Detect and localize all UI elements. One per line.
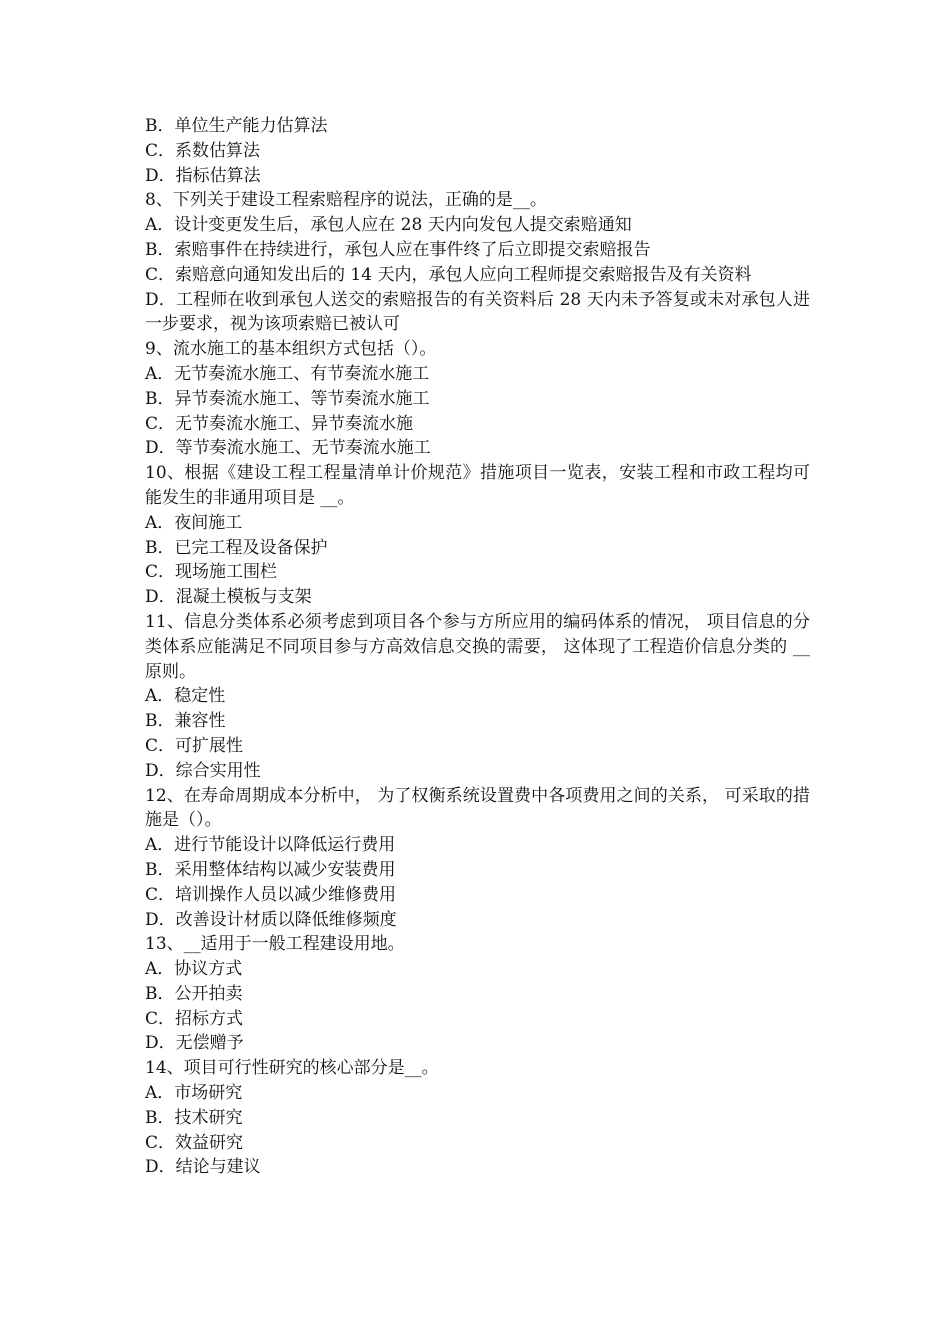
option-12b: B．采用整体结构以减少安装费用 [145,859,396,880]
option-14b: B．技术研究 [145,1107,243,1128]
option-7b: B．单位生产能力估算法 [145,116,328,136]
option-13c: C．招标方式 [145,1008,244,1029]
option-9a: A．无节奏流水施工、有节奏流水施工 [145,363,430,384]
option-11c: C．可扩展性 [145,735,244,756]
option-11b: B．兼容性 [145,711,226,732]
question-14: 14、项目可行性研究的核心部分是__。 [145,1058,439,1079]
question-10: 10、根据《建设工程工程量清单计价规范》措施项目一览表，安装工程和市政工程均可能发生的非通用项目是 __。 [145,463,810,508]
option-8c: C．索赔意向通知发出后的 14 天内，承包人应向工程师提交索赔报告及有关资料 [145,264,752,285]
option-9b: B．异节奏流水施工、等节奏流水施工 [145,388,430,409]
option-12a: A．进行节能设计以降低运行费用 [145,835,396,856]
option-7c: C．系数估算法 [145,140,261,161]
option-10b: B．已完工程及设备保护 [145,537,328,558]
option-14d: D．结论与建议 [145,1157,261,1178]
option-14a: A．市场研究 [145,1083,243,1104]
option-12d: D．改善设计材质以降低维修频度 [145,909,397,930]
option-12c: C．培训操作人员以减少维修费用 [145,884,397,905]
option-10a: A．夜间施工 [145,512,243,533]
option-9d: D．等节奏流水施工、无节奏流水施工 [145,438,431,459]
option-13b: B．公开拍卖 [145,983,243,1004]
question-12: 12、在寿命周期成本分析中， 为了权衡系统设置费中各项费用之间的关系， 可采取的措施是（）。 [145,785,810,831]
option-13d: D．无偿赠予 [145,1033,244,1054]
option-8b: B．索赔事件在持续进行，承包人应在事件终了后立即提交索赔报告 [145,239,651,260]
question-11: 11、信息分类体系必须考虑到项目各个参与方所应用的编码体系的情况， 项目信息的分类体系应能满足不同项目参与方高效信息交换的需要， 这体现了工程造价信息分类的 __原则。 [145,611,810,682]
option-10d: D．混凝土模板与支架 [145,587,312,608]
question-13: 13、__适用于一般工程建设用地。 [145,934,405,955]
option-14c: C．效益研究 [145,1132,244,1153]
option-13a: A．协议方式 [145,959,243,980]
option-7d: D．指标估算法 [145,165,261,186]
question-8: 8、下列关于建设工程索赔程序的说法，正确的是__。 [145,190,547,211]
option-8d: D．工程师在收到承包人送交的索赔报告的有关资料后 28 天内未予答复或未对承包人进一步要求，视为该项索赔已被认可 [145,289,810,335]
option-11d: D．综合实用性 [145,760,261,781]
document-page [145,114,810,1180]
option-9c: C．无节奏流水施工、异节奏流水施 [145,413,414,434]
option-10c: C．现场施工围栏 [145,562,278,583]
option-11a: A．稳定性 [145,686,226,707]
question-9: 9、流水施工的基本组织方式包括（）。 [145,339,437,360]
option-8a: A．设计变更发生后，承包人应在 28 天内向发包人提交索赔通知 [145,215,632,236]
